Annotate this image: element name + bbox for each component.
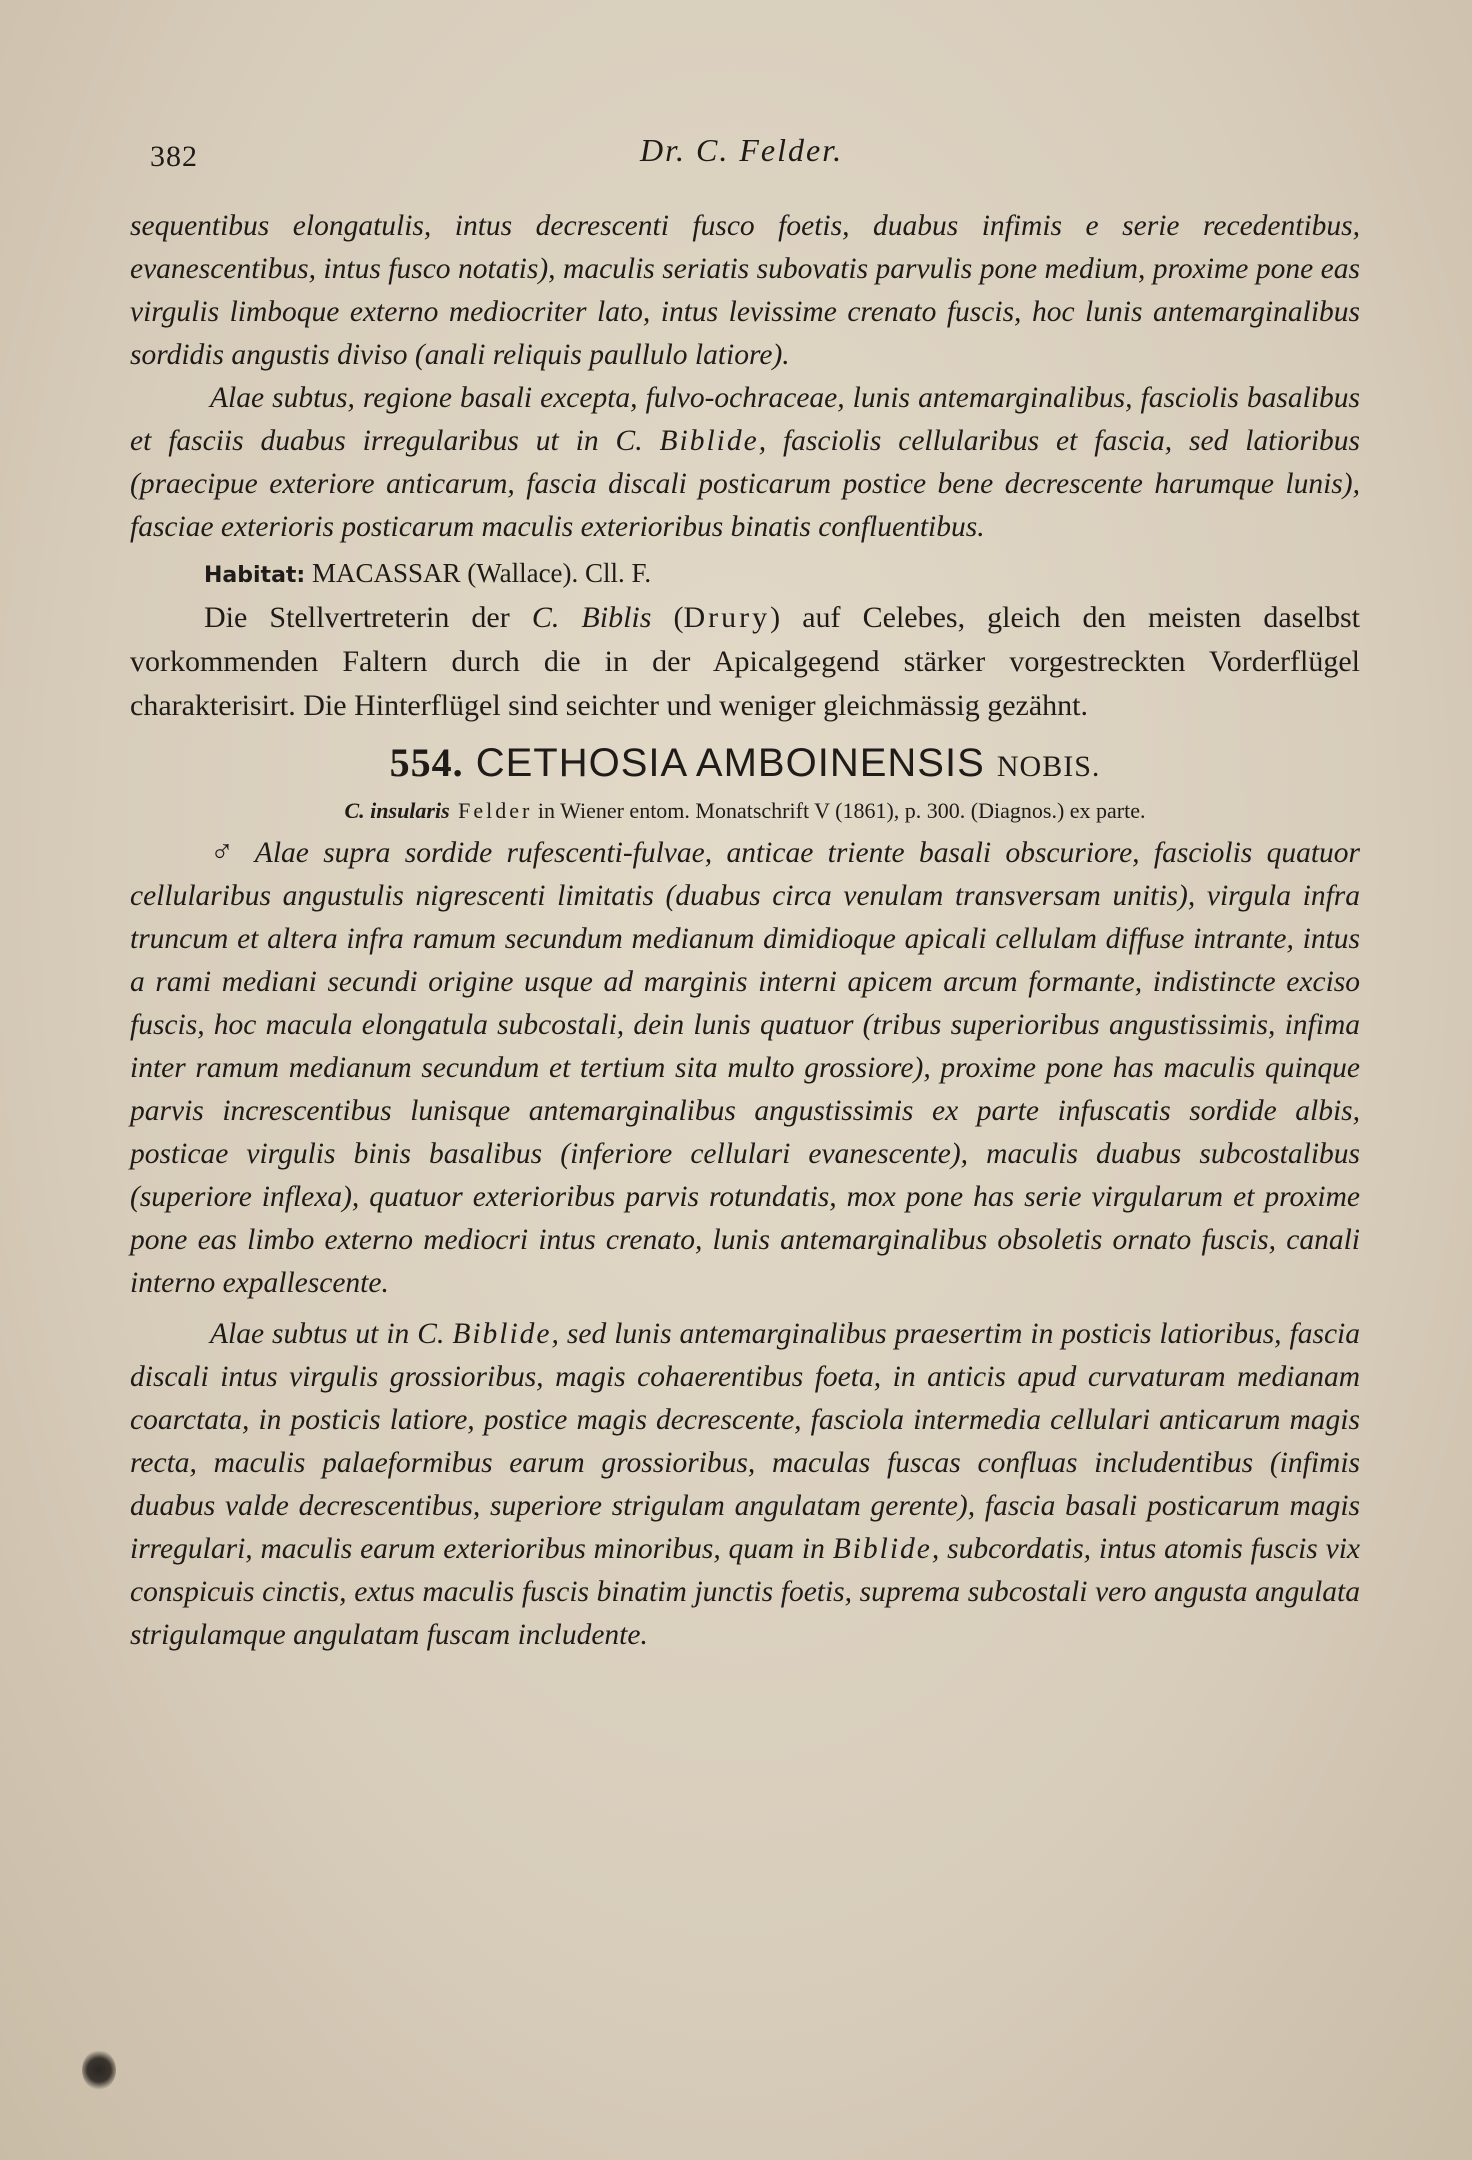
synonym-citation [130,792,1360,830]
underside-description [130,1313,1360,1657]
page-number: 382 [150,140,198,173]
habitat-label: Habitat: [204,563,306,588]
page-body [130,205,1360,1657]
underside-paragraph [130,377,1360,549]
underside-text-b: , fasciolis cellularibus et fascia, sed latioribus (praecipue exteriore anticarum, fascia discali posticarum postice bene decrescente harumque lunis), fasciae exterioris posticarum maculis exterioribus binatis confluentibus. [130,425,1360,543]
underside2-text-a: Alae subtus ut in C. [210,1318,453,1350]
page-header [150,132,1365,172]
species-name-biblide-1: Biblide [452,1318,552,1350]
underside2-text-c: , subcordatis, intus atomis fuscis vix conspicuis cinctis, extus maculis fuscis binatim junctis foetis, suprema subcostali vero angusta angulata strigulamque angulatam fuscam includente. [130,1533,1360,1651]
continuation-paragraph: sequentibus elongatulis, intus decrescenti fusco foetis, duabus infimis e serie recedentibus, evanescentibus, intus fusco notatis), maculis seriatis subovatis parvulis pone medium, proxime pone eas virgulis limboque externo mediocriter lato, intus levissime crenato fuscis, hoc lunis antemarginalibus sordidis angustis diviso (anali reliquis paullulo latiore). [130,210,1360,371]
species-name: CETHOSIA AMBOINENSIS [463,741,997,785]
male-text: Alae supra sordide rufescenti-fulvae, anticae triente basali obscuriore, fasciolis quatuor cellularibus angustulis nigrescenti limitatis (duabus circa venulam transversam unitis), virgula infra truncum et altera infra ramum secundum medianum dimidioque apicali cellulam diffuse intrante, intus a rami mediani secundi origine usque ad marginis interni apicem arcum formante, indistincte exciso fuscis, hoc macula elongatula subcostali, dein lunis quatuor (tribus superioribus angustissimis, infima inter ramum medianum secundum et tertium sita multo grossiore), proxime pone has maculis quinque parvis increscentibus lunisque antemarginalibus angustissimis ex parte infuscatis sordide albis, posticae virgulis binis basalibus (inferiore cellulari evanescente), maculis duabus subcostalibus (superiore inflexa), quatuor exterioribus parvis rotundatis, mox pone has serie virgularum et proxime pone eas limbo externo mediocri intus crenato, lunis antemarginalibus obsoletis ornato fuscis, canali interno expallescente. [130,837,1361,1299]
habitat-text: MACASSAR (Wallace). Cll. F. [305,558,652,588]
german-paragraph [130,596,1360,728]
ink-smudge [82,2050,116,2090]
habitat-line [130,553,1360,596]
species-author: NOBIS. [996,750,1101,783]
citation-author: Felder [449,798,533,823]
male-description [130,830,1360,1305]
citation-taxon: C. insularis [344,798,450,823]
citation-text: in Wiener entom. Monatschrift V (1861), p. 300. (Diagnos.) ex parte. [532,798,1146,823]
species-name-biblide: Biblide [659,425,759,457]
german-taxon: C. Biblis [531,601,652,634]
species-heading [130,738,1360,792]
species-name-biblide-2: Biblide [832,1533,932,1565]
german-text-c: ) auf Celebes, gleich den meisten daselbst vorkommenden Faltern durch die in der Apicalgegend stärker vorgestreckten Vorderflügel charakterisirt. Die Hinterflügel sind seichter und weniger gleichmässig gezähnt. [130,601,1360,722]
underside-text-a: Alae subtus, regione basali excepta, fulvo-ochraceae, lunis antemarginalibus, fasciolis basalibus et fasciis duabus irregularibus ut in C. [130,382,1360,457]
male-symbol-icon: ♂ [210,833,241,869]
running-head: Dr. C. Felder. [640,132,844,168]
german-text-b: ( [651,601,684,634]
species-number: 554. [389,740,464,785]
german-text-a: Die Stellvertreterin der [204,601,532,634]
underside2-text-b: , sed lunis antemarginalibus praesertim in posticis latioribus, fascia discali intus virgulis grossioribus, magis cohaerentibus foeta, in anticis apud curvaturam medianam coarctata, in posticis latiore, postice magis decrescente, fasciola intermedia cellulari anticarum magis recta, maculis palaeformibus earum grossioribus, maculas fuscas confluas includentibus (infimis duabus valde decrescentibus, superiore strigulam angulatam gerente), fascia basali posticarum magis irregulari, maculis earum exterioribus minoribus, quam in [130,1318,1360,1565]
german-author: Drury [683,601,771,634]
